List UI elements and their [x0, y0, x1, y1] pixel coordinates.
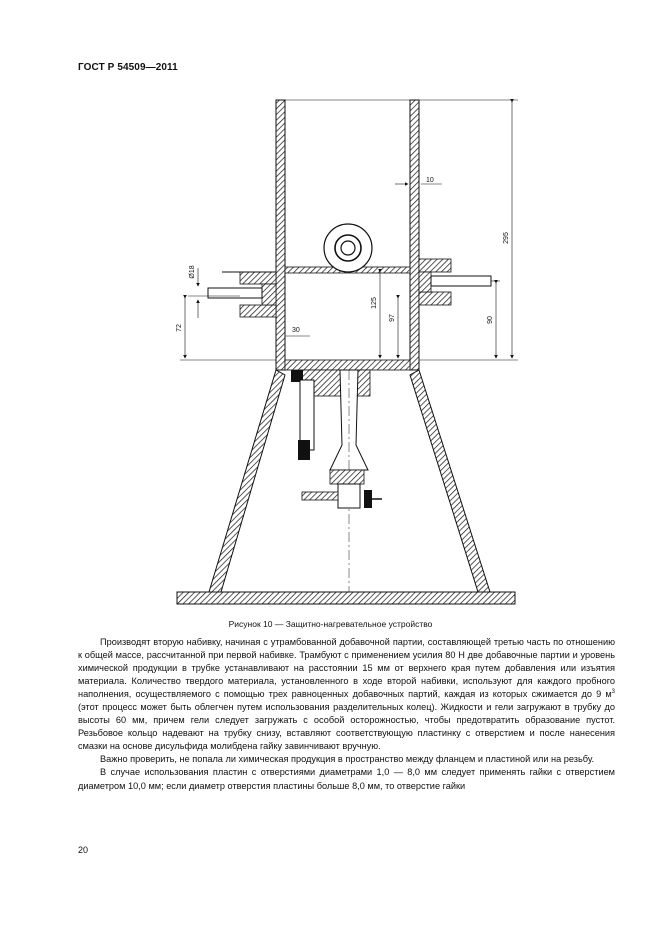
paragraph-3: В случае использования пластин с отверстиями диаметрами 1,0 — 8,0 мм следует применять гайки с отверстием диаметром 10,0 мм; если диаметр отверстия пластины больше 8,0 мм, то отверстие гайки: [78, 767, 615, 791]
left-side-fitting: [208, 272, 276, 317]
dim-295: 295: [503, 232, 510, 244]
right-side-fitting: [419, 259, 491, 305]
base-plate: [177, 592, 515, 604]
dim-90: 90: [487, 316, 494, 324]
paragraph-1: Производят вторую набивку, начиная с утрамбованной добавочной партии, составляющей третью часть по отношению к общей массе, рассчитанной при первой набивке. Трамбуют с применением усилия 80 Н две добавочные партии и уровень химической продукции в трубке устанавливают на расстоянии 15 мм от верхнего края путем добавления или изъятия материала. Количество твердого материала, установленного в ходе второй набивки, используют для каждого пробного наполнения, осуществляемого с помощью трех равноценных добавочных партий, каждая из которых сжимается до 9 $м^3$ (этот процесс может быть облегчен путем использования разделительных колец). Жидкости и гели загружают в трубку до высоты 60 мм, причем гели следует загружать с особой осторожностью, чтобы предотвратить образование пустот. Резьбовое кольцо надевают на трубку снизу, вставляют соответствующую пластинку с отверстием и после нанесения смазки на основе дисульфида молибдена гайку завинчивают вручную.: [78, 637, 615, 752]
dim-97: 97: [389, 314, 396, 322]
dim-72: 72: [176, 324, 183, 332]
figure-caption: Рисунок 10 — Защитно-нагревательное устройство: [228, 619, 433, 629]
protective-heating-device-drawing: [170, 95, 520, 615]
top-fitting: [324, 224, 372, 272]
burner: [298, 370, 382, 600]
document-header: ГОСТ Р 54509—2011: [78, 62, 178, 73]
body-text: [78, 636, 615, 793]
page-number: 20: [78, 845, 89, 855]
paragraph-2: Важно проверить, не попала ли химическая продукция в пространство между фланцем и пластиной или на резьбу.: [100, 754, 595, 765]
dim-10: 10: [426, 177, 434, 184]
dim-125: 125: [371, 297, 378, 309]
dim-30: 30: [292, 327, 300, 334]
dim-diameter-18: Ø18: [189, 265, 196, 279]
